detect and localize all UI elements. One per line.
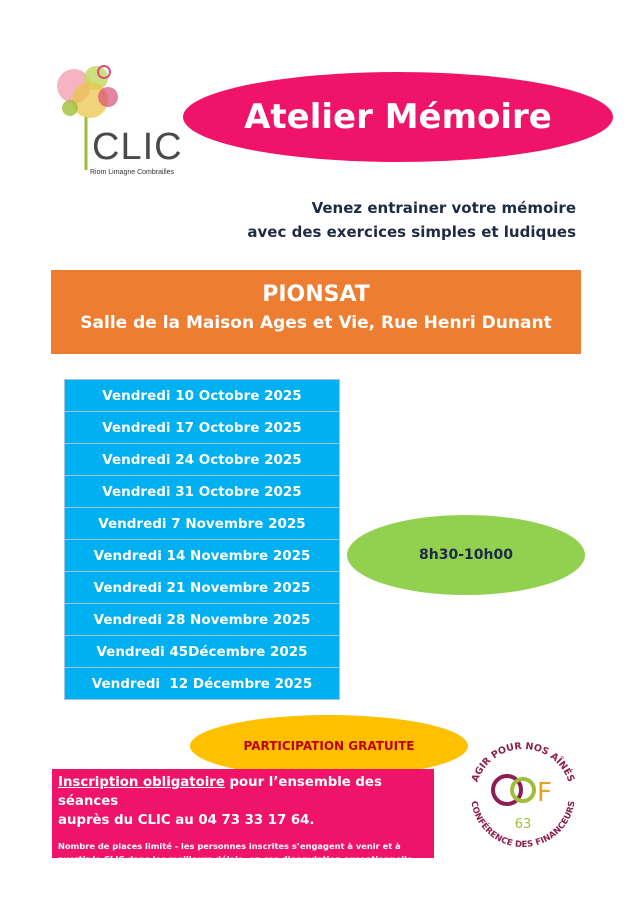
participation-badge [190,715,468,777]
registration-note-line-2: avertir le CLIC dans les meilleurs délais, en cas d’annulation exceptionnelle. [58,854,416,864]
registration-box [52,769,434,864]
time-badge [347,515,585,595]
clic-logo-tagline: Riom Limagne Combrailles [90,169,175,176]
location-city: PIONSAT [262,282,370,307]
title-banner [183,72,613,162]
registration-emphasis: Inscription obligatoire [58,775,225,790]
registration-note-line-1: Nombre de places limité - les personnes inscrites s’engagent à venir et à [58,841,401,851]
session-time: 8h30-10h00 [419,547,513,563]
page-title: Atelier Mémoire [244,97,552,137]
date-row: Vendredi 21 Novembre 2025 [65,572,339,604]
date-row: Vendredi 28 Novembre 2025 [65,604,339,636]
cdf-logo [461,733,585,857]
cdf-seal-graphic [461,733,585,857]
cdf-mark-letter: F [537,778,552,808]
registration-line-1 [58,773,428,811]
subtitle-line-2: avec des exercices simples et ludiques [247,223,576,241]
date-row: Vendredi 31 Octobre 2025 [65,476,339,508]
date-row: Vendredi 24 Octobre 2025 [65,444,339,476]
clic-logo [48,62,188,182]
date-row: Vendredi 10 Octobre 2025 [65,380,339,412]
date-row: Vendredi 14 Novembre 2025 [65,540,339,572]
cdf-arc-bottom: CONFÉRENCE DES FINANCEURS [468,800,578,851]
participation-text: PARTICIPATION GRATUITE [243,739,415,753]
registration-line-1-rest: pour l’ensemble des séances [58,775,382,809]
date-row: Vendredi 12 Décembre 2025 [91,675,313,692]
dates-table [64,379,340,700]
registration-line-2: auprès du CLIC au 04 73 33 17 64. [58,813,315,828]
location-block [51,270,581,354]
date-row: Vendredi 45Décembre 2025 [65,636,339,668]
registration-note [58,840,428,866]
date-row: Vendredi 17 Octobre 2025 [65,412,339,444]
cdf-number: 63 [514,817,532,832]
subtitle [216,196,576,244]
clic-logo-text: CLIC [92,126,183,168]
subtitle-line-1: Venez entrainer votre mémoire [311,199,576,217]
date-row: Vendredi 7 Novembre 2025 [65,508,339,540]
cdf-arc-top: AGIR POUR NOS AÎNÉS [469,740,577,784]
location-venue: Salle de la Maison Ages et Vie, Rue Henri Dunant [80,313,552,333]
